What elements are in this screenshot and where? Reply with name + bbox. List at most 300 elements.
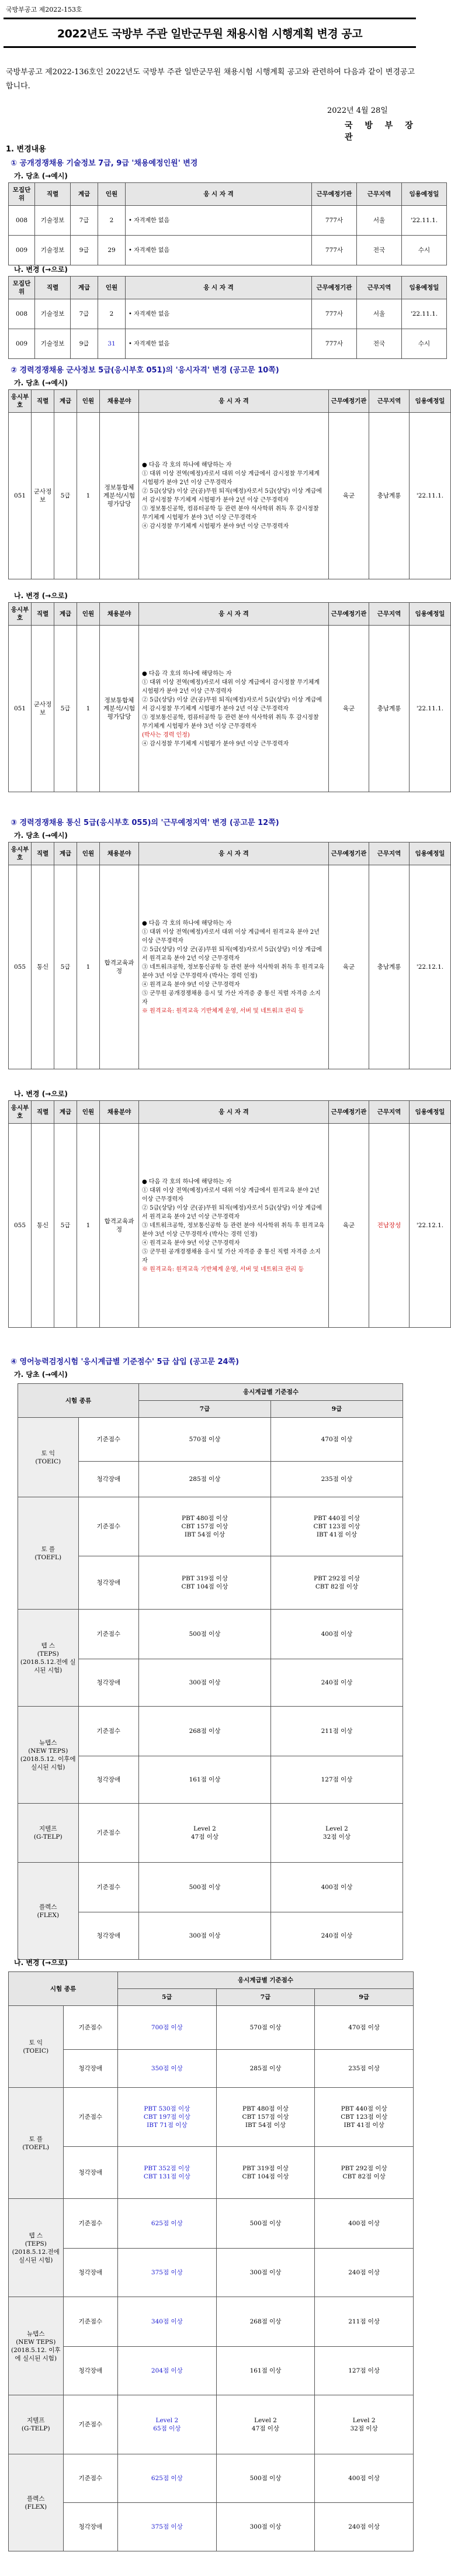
count-cell: [77, 865, 100, 1069]
score-cell-text: 235점 이상: [348, 2065, 380, 2072]
agency-cell: [312, 329, 357, 359]
header-row: [9, 277, 447, 299]
agency-cell-text: 777사: [325, 217, 344, 224]
score-cell-text: 127점 이상: [321, 1776, 353, 1783]
score-kind-cell: [78, 1610, 139, 1659]
count-cell: [98, 299, 126, 329]
score-cell: [271, 1804, 403, 1863]
score-cell: [315, 2503, 414, 2551]
score-cell: [139, 1707, 271, 1756]
header-cell: [32, 1101, 54, 1124]
score-kind-cell: [63, 2395, 118, 2454]
date-cell-text: 수시: [418, 340, 431, 347]
score-cell: [139, 1497, 271, 1556]
qual-line: ② 5급(상당) 이상 군(공)무원 퇴직(예정)자로서 5급(상당) 이상 계급에서 감시정찰 무기체계 시험평가 분야 2년 이상 근무경력자: [142, 488, 322, 503]
score-cell: [216, 2503, 315, 2551]
header-row: [18, 1384, 403, 1401]
agency-cell-text: 777사: [325, 310, 344, 317]
score-cell-text: PBT 440점 이상: [341, 2105, 387, 2112]
header-cell: [98, 183, 126, 206]
field-cell: [100, 865, 139, 1069]
exam-name-cell: [18, 1863, 79, 1960]
score-cell-text: Level 2: [155, 2417, 179, 2424]
exam-name-cell-text: 텝 스: [41, 1642, 55, 1649]
header-cell: [71, 183, 98, 206]
header-cell: [35, 183, 71, 206]
agency-cell: [329, 626, 369, 792]
score-cell: [118, 2249, 217, 2297]
header-cell-text: 계급: [78, 191, 91, 198]
grade-cell-text: 9급: [79, 340, 89, 347]
region-cell: [357, 329, 402, 359]
exam-name-cell-text: (2018.5.12. 이후에 실시된 시험): [20, 1755, 76, 1771]
score-cell: [139, 1659, 271, 1707]
score-kind-cell: [63, 2347, 118, 2395]
header-cell: [9, 277, 35, 299]
header-cell-text: 응 시 자 격: [218, 610, 249, 617]
score-cell: [216, 2249, 315, 2297]
score-cell: [271, 1610, 403, 1659]
score-cell-text: PBT 319점 이상: [182, 1575, 228, 1582]
exam-name-cell-text: 지텔프: [39, 1825, 57, 1832]
header-cell-text: 계급: [59, 1109, 72, 1116]
exam-name-cell-text: (TEPS): [37, 1650, 59, 1658]
header-cell: [9, 1101, 32, 1124]
exam-name-cell: [9, 2088, 64, 2199]
score-cell-text: IBT 71점 이상: [147, 2122, 188, 2129]
exam-name-cell-text: (G-TELP): [21, 2425, 50, 2432]
score-cell: [271, 1707, 403, 1756]
region-cell-text: 충남계룡: [377, 705, 401, 712]
item2-heading: ② 경력경쟁채용 군사정보 5급(응시부호 051)의 '응시자격' 변경 (공고문 10쪽): [11, 366, 279, 375]
field-cell-text: 합격교육과정: [104, 959, 134, 975]
field-cell-text: 정보통합체계분석/시험평가담당: [103, 484, 136, 507]
score-kind-cell: [78, 1556, 139, 1610]
score-cell-text: 500점 이상: [249, 2220, 282, 2227]
agency-cell: [312, 236, 357, 265]
header-exam-type: [9, 1972, 118, 2006]
item3-after-label: 나. 변경 (→으로): [14, 1090, 68, 1098]
score-cell: [118, 2050, 217, 2088]
header-grade: [271, 1401, 403, 1418]
date-cell-text: 수시: [418, 247, 431, 254]
score-cell: [216, 2297, 315, 2347]
code-cell-text: 055: [13, 1222, 26, 1229]
header-cell-text: 근무예정기관: [316, 284, 352, 291]
qual-line: ● 다음 각 호의 하나에 해당하는 자: [142, 920, 232, 927]
grade-cell-text: 5급: [60, 492, 71, 499]
score-kind-cell: [63, 2249, 118, 2297]
score-cell: [271, 1556, 403, 1610]
qual-line: ④ 원격교육 분야 9년 이상 근무경력자: [142, 1239, 240, 1246]
exam-name-cell: [18, 1804, 79, 1863]
score-cell-text: 570점 이상: [249, 2024, 282, 2031]
header-cell: [100, 603, 139, 626]
score-kind-cell: [78, 1804, 139, 1863]
qual-line: ④ 감시정찰 무기체계 시험평가 분야 9년 이상 근무경력자: [142, 740, 289, 747]
exam-name-cell-text: 플렉스: [27, 2495, 45, 2502]
exam-name-cell-text: 지텔프: [27, 2417, 45, 2424]
header-cell-text: 근무지역: [377, 850, 401, 857]
grade-cell: [54, 413, 77, 579]
table-row: [9, 413, 451, 579]
grade-cell: [54, 865, 77, 1069]
header-cell: [139, 842, 329, 865]
score-cell: [118, 2395, 217, 2454]
header-cell: [410, 1101, 451, 1124]
header-cell-text: 근무지역: [367, 284, 391, 291]
header-row: [9, 603, 451, 626]
header-cell: [126, 183, 312, 206]
score-cell-text: IBT 41점 이상: [344, 2122, 384, 2129]
score-kind-cell-text: 기준점수: [78, 2318, 103, 2325]
qual-cell-text: • 자격제한 없음: [129, 217, 170, 224]
score-cell: [139, 1610, 271, 1659]
score-cell-text: PBT 440점 이상: [314, 1515, 360, 1522]
header-cell: [369, 390, 410, 413]
exam-name-cell-text: (2018.5.12.전에 실시된 시험): [12, 2248, 60, 2264]
item2-before-table: [8, 389, 451, 579]
header-cell-text: 임용예정일: [415, 610, 445, 617]
exam-name-cell-text: (TOEFL): [34, 1553, 62, 1561]
header-grade-text: 9급: [359, 1994, 369, 2001]
series-cell-text: 기술정보: [40, 310, 65, 317]
score-kind-cell: [78, 1497, 139, 1556]
table-row: [9, 236, 447, 265]
date-cell: [410, 1124, 451, 1328]
header-cell-text: 임용예정일: [415, 850, 445, 857]
series-cell-text: 군사정보: [33, 488, 52, 503]
score-cell-text: PBT 480점 이상: [182, 1515, 228, 1522]
score-cell: [216, 2088, 315, 2147]
agency-cell-text: 육군: [342, 1222, 355, 1229]
exam-name-cell: [9, 2199, 64, 2297]
header-cell-text: 인원: [82, 610, 95, 617]
qual-cell: [126, 299, 312, 329]
header-cell: [54, 842, 77, 865]
header-cell-text: 응시부호: [11, 1104, 29, 1120]
header-cell: [98, 277, 126, 299]
score-cell: [118, 2297, 217, 2347]
qual-line: ③ 네트워크공학, 정보통신공학 등 관련 분야 석사학위 취득 후 원격교육 분야 3년 이상 근무경력자 (박사는 경력 인정): [142, 964, 325, 979]
qual-line: ① 대위 이상 전역(예정)자로서 대위 이상 계급에서 감시정찰 무기체계 시험평가 분야 2년 이상 근무경력자: [142, 471, 320, 486]
header-cell: [77, 603, 100, 626]
date-cell: [402, 299, 447, 329]
score-kind-cell: [63, 2297, 118, 2347]
series-cell: [35, 299, 71, 329]
score-cell-text: IBT 54점 이상: [184, 1531, 226, 1538]
exam-name-cell: [9, 2395, 64, 2454]
score-cell-text: 32점 이상: [350, 2425, 378, 2432]
exam-name-cell-text: (TEPS): [25, 2240, 47, 2247]
score-cell-text: 268점 이상: [249, 2318, 282, 2325]
score-cell-text: Level 2: [325, 1825, 348, 1832]
count-cell-text: 29: [107, 247, 116, 254]
score-kind-cell-text: 기준점수: [96, 1631, 121, 1638]
score-kind-cell-text: 기준점수: [78, 2114, 103, 2121]
header-cell-text: 응시부호: [11, 846, 29, 861]
qual-line: ① 대위 이상 전역(예정)자로서 대위 이상 계급에서 원격교육 분야 2년 이상 근무경력자: [142, 928, 320, 944]
unit-cell-text: 008: [15, 217, 28, 224]
score-cell: [139, 1418, 271, 1462]
agency-cell: [329, 413, 369, 579]
series-cell-text: 군사정보: [33, 701, 52, 716]
header-cell-text: 응 시 자 격: [203, 191, 234, 198]
announce-date: 2022년 4월 28일: [327, 106, 388, 115]
table-row: [18, 1804, 403, 1863]
qual-line: ④ 감시정찰 무기체계 시험평가 분야 9년 이상 근무경력자: [142, 523, 289, 530]
date-cell: [410, 413, 451, 579]
score-cell: [216, 2050, 315, 2088]
score-cell-text: 235점 이상: [321, 1476, 353, 1483]
header-cell-text: 채용분야: [107, 610, 131, 617]
header-cell-text: 임용예정일: [409, 284, 439, 291]
header-cell: [369, 603, 410, 626]
header-cell-text: 직렬: [36, 850, 49, 857]
header-cell-text: 인원: [82, 850, 95, 857]
series-cell: [32, 626, 54, 792]
code-cell: [9, 865, 32, 1069]
header-cell-text: 근무지역: [377, 610, 401, 617]
score-cell: [315, 2088, 414, 2147]
header-cell: [32, 603, 54, 626]
code-cell: [9, 413, 32, 579]
score-kind-cell-text: 청각장애: [78, 2169, 103, 2176]
score-cell-text: 570점 이상: [189, 1436, 221, 1443]
date-cell: [402, 329, 447, 359]
score-cell-text: 161점 이상: [189, 1776, 221, 1783]
exam-name-cell-text: (NEW TEPS): [16, 2338, 56, 2346]
score-kind-cell-text: 기준점수: [96, 1728, 121, 1735]
score-cell-text: 268점 이상: [189, 1728, 221, 1735]
count-cell-text: 2: [109, 217, 114, 224]
score-kind-cell-text: 기준점수: [78, 2220, 103, 2227]
score-cell-text: CBT 123점 이상: [313, 1523, 360, 1530]
unit-cell-text: 009: [15, 340, 28, 347]
grade-cell: [71, 236, 98, 265]
score-cell-text: 65점 이상: [153, 2425, 181, 2432]
header-cell-text: 계급: [59, 610, 72, 617]
header-cell-text: 채용분야: [107, 398, 131, 405]
score-cell-text: 500점 이상: [249, 2475, 282, 2482]
series-cell-text: 기술정보: [40, 217, 65, 224]
score-kind-cell-text: 기준점수: [96, 1829, 121, 1836]
header-cell-text: 계급: [59, 850, 72, 857]
score-cell-text: Level 2: [193, 1825, 216, 1832]
header-cell-text: 직렬: [36, 398, 49, 405]
series-cell-text: 기술정보: [40, 340, 65, 347]
score-cell-text: 47점 이상: [251, 2425, 280, 2432]
header-cell-text: 근무예정기관: [331, 610, 367, 617]
exam-name-cell-text: 토 플: [41, 1545, 55, 1553]
header-cell-text: 직렬: [46, 191, 59, 198]
score-cell-text: PBT 292점 이상: [314, 1575, 360, 1582]
header-cell: [9, 390, 32, 413]
score-cell: [118, 2088, 217, 2147]
score-cell: [118, 2147, 217, 2199]
exam-name-cell: [9, 2454, 64, 2551]
unit-cell: [9, 329, 35, 359]
score-cell: [315, 2147, 414, 2199]
header-cell: [32, 842, 54, 865]
region-cell-text: 충남계룡: [377, 964, 401, 971]
item3-before-label: 가. 당초 (→예시): [14, 831, 68, 840]
score-cell-text: 340점 이상: [151, 2318, 183, 2325]
score-kind-cell: [78, 1418, 139, 1462]
qual-cell: [139, 413, 329, 579]
header-score-group: [139, 1384, 403, 1401]
grade-cell-text: 7급: [79, 310, 89, 317]
score-cell: [139, 1556, 271, 1610]
score-cell: [271, 1863, 403, 1912]
item4-heading: ④ 영어능력검정시험 '응시계급별 기준점수' 5급 삽입 (공고문 24쪽): [11, 1358, 240, 1366]
score-cell-text: PBT 530점 이상: [144, 2105, 190, 2112]
field-cell: [100, 413, 139, 579]
header-cell-text: 응 시 자 격: [218, 850, 249, 857]
header-score-group: [118, 1972, 414, 1989]
header-cell: [9, 183, 35, 206]
header-cell: [369, 1101, 410, 1124]
score-cell: [271, 1756, 403, 1804]
unit-cell: [9, 206, 35, 236]
grade-cell: [71, 206, 98, 236]
header-cell-text: 응 시 자 격: [203, 284, 234, 291]
score-kind-cell: [78, 1756, 139, 1804]
header-cell-text: 근무예정기관: [331, 1109, 367, 1116]
header-cell-text: 근무예정기관: [316, 191, 352, 198]
header-cell-text: 계급: [59, 398, 72, 405]
table-row: [9, 2395, 414, 2454]
score-kind-cell-text: 청각장애: [78, 2065, 103, 2072]
exam-name-cell-text: 플렉스: [39, 1903, 57, 1911]
agency-cell-text: 육군: [342, 964, 355, 971]
header-exam-type-text: 시험 종류: [65, 1397, 92, 1404]
header-cell-text: 근무예정기관: [331, 398, 367, 405]
score-cell: [315, 2050, 414, 2088]
region-cell: [357, 206, 402, 236]
exam-name-cell: [18, 1418, 79, 1497]
header-row: [9, 390, 451, 413]
date-cell: [410, 626, 451, 792]
score-kind-cell-text: 청각장애: [96, 1776, 121, 1783]
score-cell-text: 470점 이상: [348, 2024, 380, 2031]
score-cell: [271, 1659, 403, 1707]
score-cell: [315, 2199, 414, 2249]
score-cell: [216, 2454, 315, 2503]
header-cell: [100, 1101, 139, 1124]
score-cell: [315, 2454, 414, 2503]
qual-cell: [126, 329, 312, 359]
agency-cell: [312, 299, 357, 329]
table-row: [9, 2503, 414, 2551]
header-cell: [100, 842, 139, 865]
agency-cell-text: 육군: [342, 492, 355, 499]
exam-name-cell-text: 뉴텝스: [27, 2330, 45, 2337]
header-cell-text: 근무지역: [377, 1109, 401, 1116]
score-cell: [118, 2454, 217, 2503]
qual-cell-text: • 자격제한 없음: [129, 247, 170, 254]
date-cell-text: '22.11.1.: [416, 492, 444, 499]
header-cell-text: 근무지역: [377, 398, 401, 405]
score-cell-text: CBT 157점 이상: [242, 2114, 289, 2121]
doc-number: 국방부공고 제2022-153호: [6, 6, 82, 13]
count-cell-text: 31: [107, 340, 116, 347]
header-cell: [139, 603, 329, 626]
score-cell: [139, 1804, 271, 1863]
header-cell: [410, 603, 451, 626]
score-cell-text: 375점 이상: [151, 2269, 183, 2276]
header-cell-text: 응 시 자 격: [218, 1109, 249, 1116]
score-cell-text: CBT 131점 이상: [143, 2173, 190, 2180]
date-cell-text: '22.12.1.: [416, 1222, 444, 1229]
score-cell: [118, 2503, 217, 2551]
score-kind-cell-text: 기준점수: [96, 1884, 121, 1891]
field-cell-text: 합격교육과정: [104, 1218, 134, 1233]
score-kind-cell-text: 기준점수: [96, 1523, 121, 1530]
exam-name-cell-text: (FLEX): [37, 1911, 60, 1919]
score-kind-cell: [78, 1462, 139, 1497]
score-kind-cell-text: 청각장애: [78, 2367, 103, 2374]
header-cell-text: 근무예정기관: [331, 850, 367, 857]
field-cell: [100, 626, 139, 792]
item1-after-table: [8, 276, 447, 359]
agency-cell-text: 777사: [325, 247, 344, 254]
score-cell-text: 300점 이상: [189, 1932, 221, 1939]
series-cell: [32, 865, 54, 1069]
table-row: [9, 2050, 414, 2088]
exam-name-cell-text: (TOEIC): [35, 1458, 61, 1465]
table-row: [9, 2297, 414, 2347]
item3-before-table: [8, 842, 451, 1069]
header-cell: [402, 183, 447, 206]
score-cell-text: CBT 197점 이상: [143, 2114, 190, 2121]
code-cell: [9, 1124, 32, 1328]
score-cell-text: PBT 480점 이상: [242, 2105, 289, 2112]
header-exam-type: [18, 1384, 139, 1418]
region-cell-text: 서울: [373, 310, 386, 317]
score-cell: [271, 1418, 403, 1462]
exam-name-cell-text: 뉴텝스: [39, 1739, 57, 1746]
score-cell-text: CBT 104점 이상: [242, 2173, 289, 2180]
exam-name-cell: [9, 2297, 64, 2395]
item2-after-label: 나. 변경 (→으로): [14, 592, 68, 600]
date-cell: [410, 865, 451, 1069]
header-exam-type-text: 시험 종류: [50, 1985, 77, 1993]
header-cell-text: 임용예정일: [415, 1109, 445, 1116]
header-cell: [139, 390, 329, 413]
agency-cell-text: 육군: [342, 705, 355, 712]
exam-name-cell-text: (TOEIC): [23, 2047, 49, 2054]
region-cell: [369, 413, 410, 579]
header-grade-text: 5급: [162, 1994, 172, 2001]
intro-text: 국방부공고 제2022-136호인 2022년도 국방부 주관 일반군무원 채용시험 시행계획 공고와 관련하여 다음과 같이 변경공고합니다.: [6, 68, 415, 91]
item4-before-label: 가. 당초 (→예시): [14, 1370, 68, 1379]
score-cell-text: IBT 54점 이상: [245, 2122, 286, 2129]
score-kind-cell: [63, 2088, 118, 2147]
grade-cell: [54, 626, 77, 792]
exam-name-cell-text: (G-TELP): [33, 1833, 63, 1841]
item3-heading: ③ 경력경쟁채용 통신 5급(응시부호 055)의 '근무예정지역' 변경 (공고문 12쪽): [11, 819, 279, 827]
score-cell-text: CBT 82점 이상: [315, 1583, 359, 1590]
score-cell-text: 47점 이상: [190, 1833, 219, 1841]
score-cell-text: CBT 157점 이상: [181, 1523, 228, 1530]
header-cell-text: 인원: [105, 191, 118, 198]
score-cell-text: 127점 이상: [348, 2367, 380, 2374]
table-row: [9, 206, 447, 236]
page-title: 2022년도 국방부 주관 일반군무원 채용시험 시행계획 변경 공고: [57, 27, 363, 40]
score-kind-cell: [63, 2147, 118, 2199]
exam-name-cell-text: 토 플: [29, 2135, 43, 2143]
